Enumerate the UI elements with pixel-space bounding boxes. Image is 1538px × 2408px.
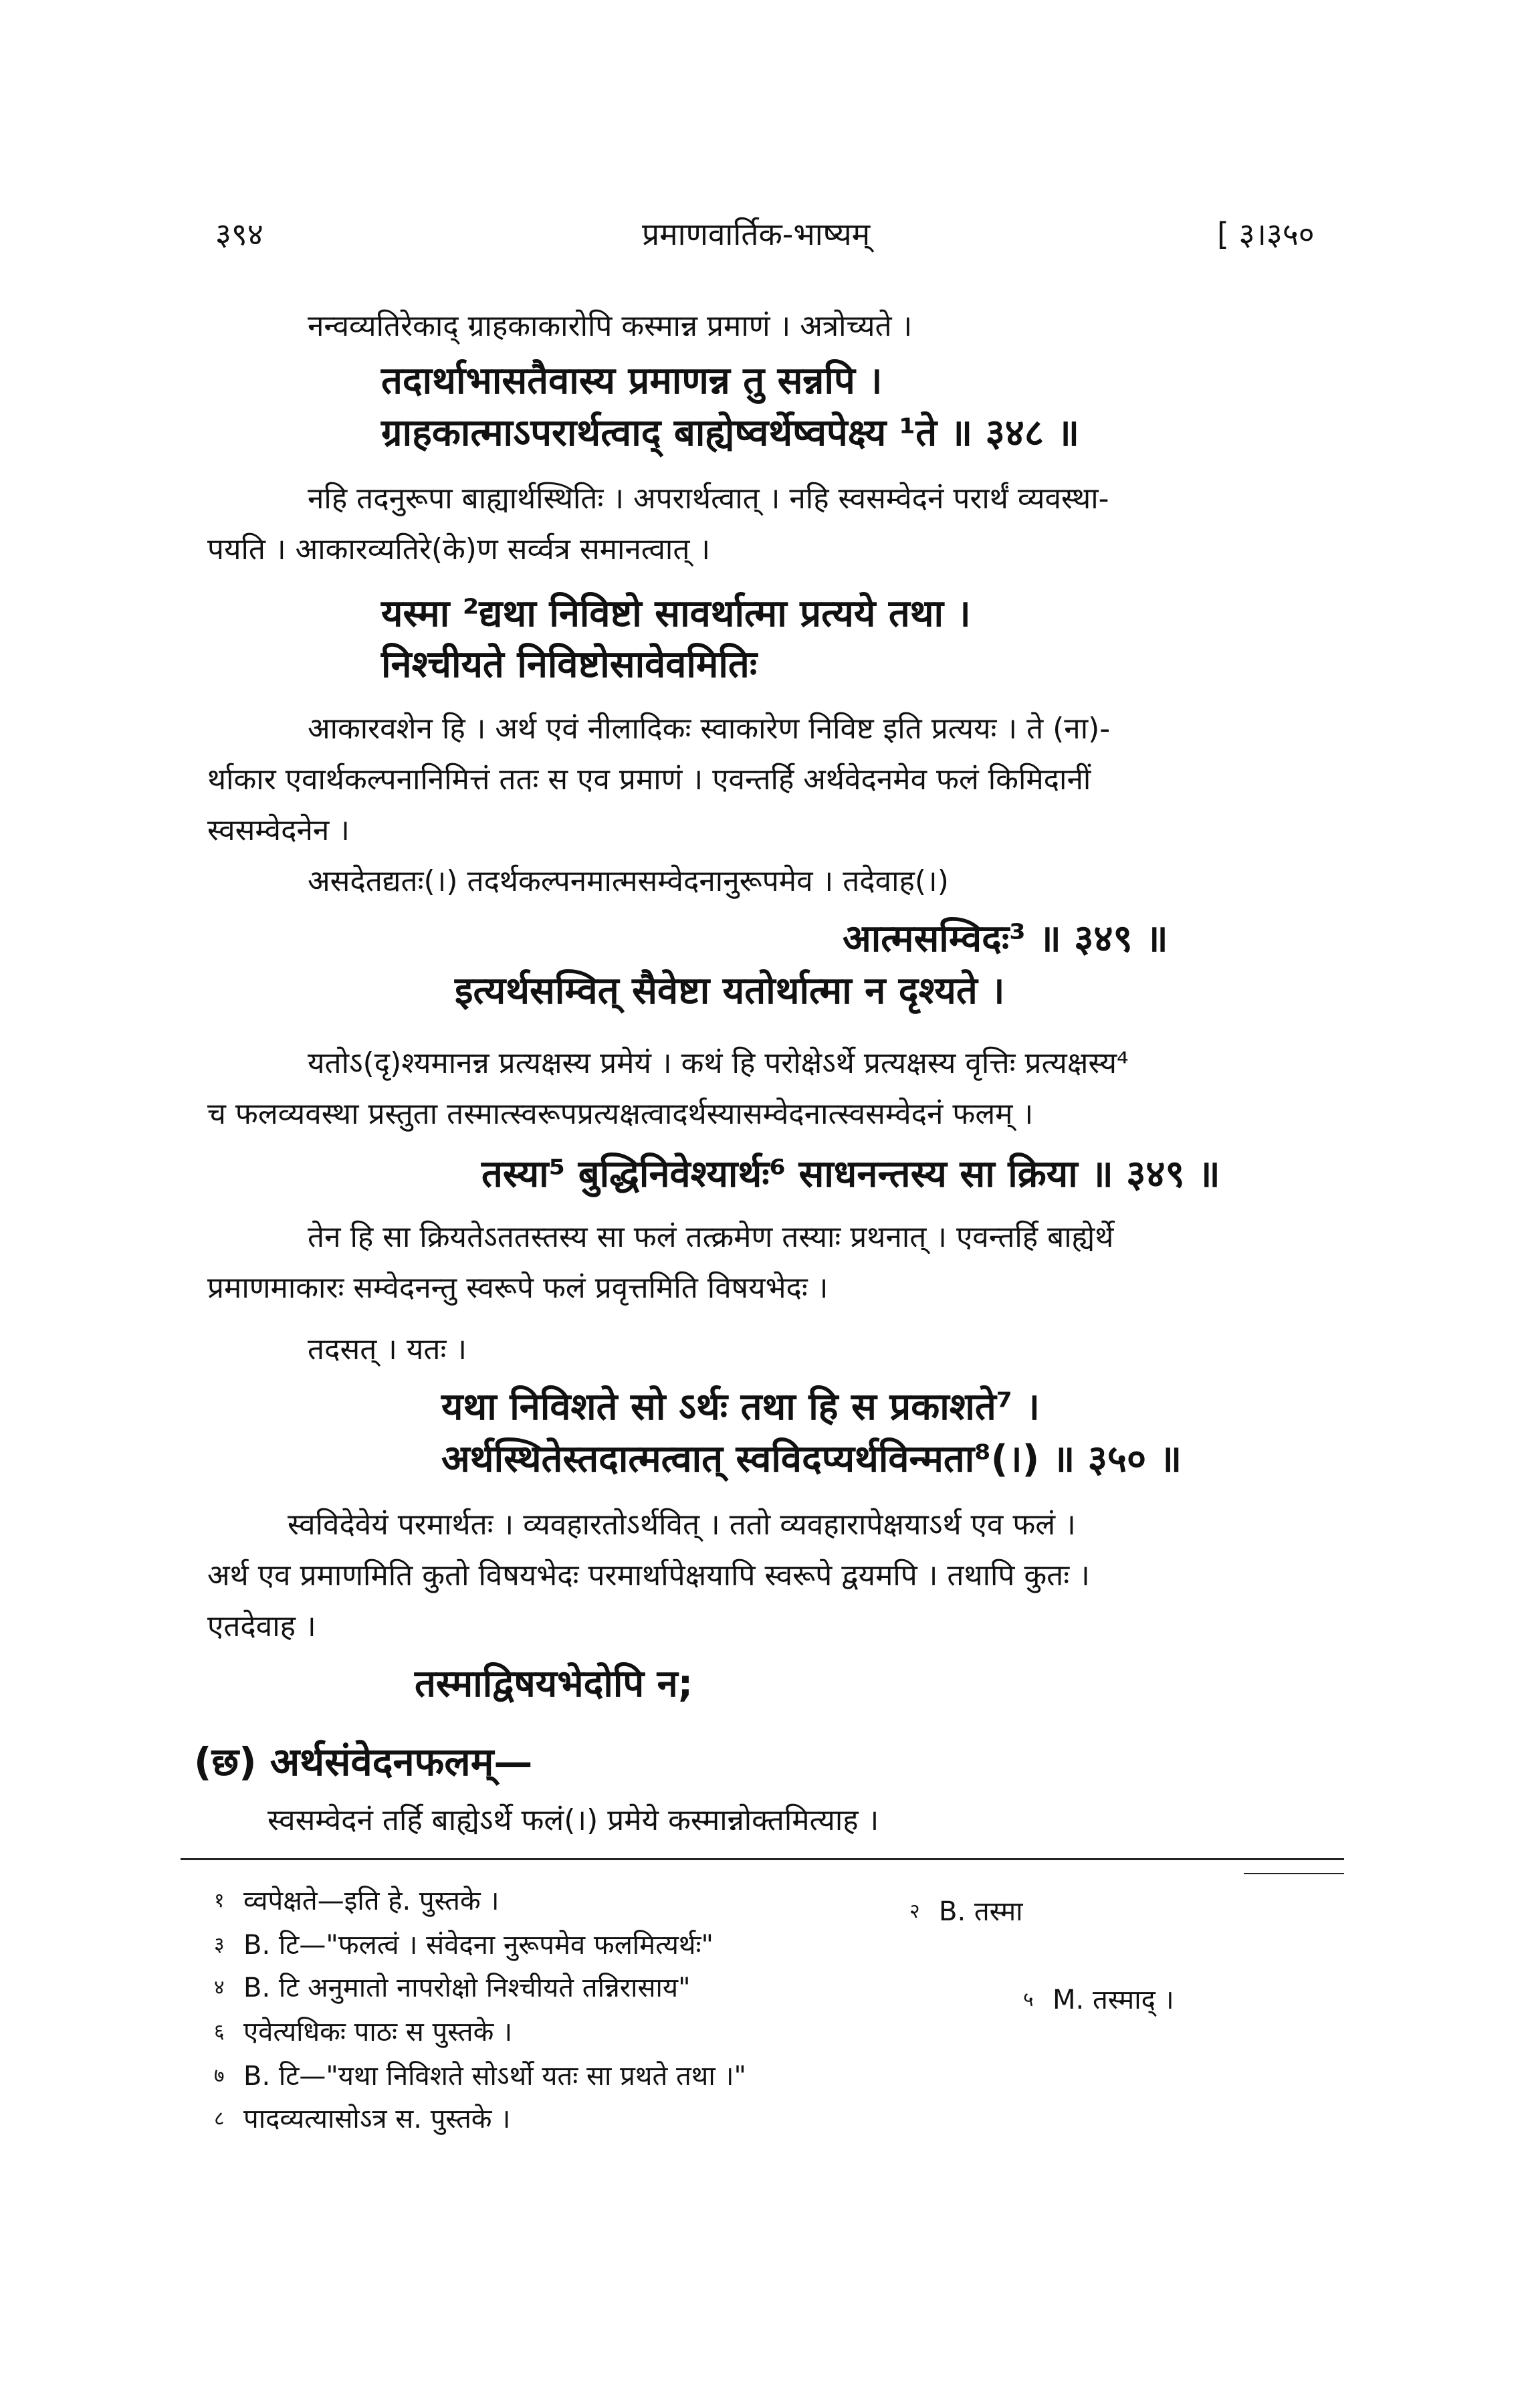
body-line: च फलव्यवस्था प्रस्तुता तस्मात्स्वरूपप्रत्यक्षत्वादर्थस्यासम्वेदनात्स्वसम्वेदनं फलम् ।: [207, 1097, 1034, 1131]
footnote: [214, 1926, 713, 1964]
footnote: [909, 1893, 1023, 1930]
footnote-text: B. तस्मा: [939, 1896, 1023, 1927]
footnote: [1023, 1981, 1174, 2019]
body-line: एतदेवाह ।: [207, 1609, 316, 1643]
footnote-marker: ८: [214, 2107, 225, 2130]
footnote-divider-short: [1244, 1873, 1344, 1874]
verse-line: निश्चीयते निविष्टोसावेवमितिः: [381, 643, 758, 686]
footnote: [214, 2100, 510, 2138]
footnote: [214, 2013, 512, 2051]
body-line: तेन हि सा क्रियतेऽततस्तस्य सा फलं तत्क्रमेण तस्याः प्रथनात् । एवन्तर्हि बाह्येर्थे: [308, 1220, 1114, 1254]
body-line: स्वविदेवेयं परमार्थतः । व्यवहारतोऽर्थवित् । ततो व्यवहारापेक्षयाऽर्थ एव फलं ।: [288, 1508, 1076, 1542]
footnote: [214, 1882, 500, 1920]
footnote-marker: २: [909, 1900, 920, 1923]
body-line: यतोऽ(दृ)श्यमानन्न प्रत्यक्षस्य प्रमेयं । कथं हि परोक्षेऽर्थे प्रत्यक्षस्य वृत्तिः प्रत्यक्षस्य⁴: [308, 1046, 1129, 1080]
verse-line: इत्यर्थसम्वित् सैवेष्टा यतोर्थात्मा न दृश्यते ।: [455, 969, 1005, 1013]
body-line: स्वसम्वेदनेन ।: [207, 813, 350, 847]
verse-line: तस्माद्विषयभेदोपि न;: [415, 1662, 693, 1706]
body-line: पयति । आकारव्यतिरे(के)ण सर्व्वत्र समानत्वात् ।: [207, 532, 711, 567]
verse-line: तदार्थाभासतैवास्य प्रमाणन्न तु सन्नपि ।: [381, 359, 883, 403]
section-heading: (छ) अर्थसंवेदनफलम्—: [194, 1739, 533, 1785]
running-title: प्रमाणवार्तिक-भाष्यम्: [642, 216, 871, 252]
verse-line: अर्थस्थितेस्तदात्मत्वात् स्वविदप्यर्थविन्मता⁸(।) ॥ ३५० ॥: [441, 1437, 1182, 1481]
verse-line: यस्मा ²द्यथा निविष्टो सावर्थात्मा प्रत्यये तथा ।: [381, 592, 971, 635]
footnote-marker: ३: [214, 1933, 225, 1956]
footnote-marker: १: [214, 1889, 225, 1912]
verse-line: यथा निविशते सो ऽर्थः तथा हि स प्रकाशते⁷ ।: [441, 1385, 1040, 1429]
verse-line: ग्राहकात्माऽपरार्थत्वाद् बाह्येष्वर्थेष्वपेक्ष्य ¹ते ॥ ३४८ ॥: [381, 411, 1080, 455]
footnote-text: व्वपेक्षते—इति हे. पुस्तके ।: [243, 1886, 500, 1916]
body-line: नहि तदनुरूपा बाह्यार्थस्थितिः । अपरार्थत्वात् । नहि स्वसम्वेदनं परार्थं व्यवस्था-: [308, 482, 1109, 516]
verse-line: तस्या⁵ बुद्धिनिवेश्यार्थः⁶ साधनन्तस्य सा क्रिया ॥ ३४९ ॥: [481, 1152, 1220, 1196]
body-line: आकारवशेन हि । अर्थ एवं नीलादिकः स्वाकारेण निविष्ट इति प्रत्ययः । ते (ना)-: [308, 712, 1111, 746]
verse-line: आत्मसम्विदः³ ॥ ३४९ ॥: [843, 917, 1168, 961]
footnote-marker: ६: [214, 2020, 225, 2043]
body-line: स्वसम्वेदनं तर्हि बाह्येऽर्थे फलं(।) प्रमेये कस्मान्नोक्तमित्याह ।: [267, 1803, 879, 1837]
footnote-text: B. टि—"यथा निविशते सोऽर्थो यतः सा प्रथते तथा ।": [243, 2061, 746, 2092]
footnote-text: एवेत्यधिकः पाठः स पुस्तके ।: [243, 2017, 513, 2047]
footnote-text: B. टि—"फलत्वं । संवेदना नुरूपमेव फलमित्यर्थः": [243, 1930, 713, 1961]
body-line: अर्थ एव प्रमाणमिति कुतो विषयभेदः परमार्थापेक्षयापि स्वरूपे द्वयमपि । तथापि कुतः ।: [207, 1559, 1090, 1593]
footnote-marker: ४: [214, 1976, 225, 1999]
footnote-divider: [181, 1858, 1344, 1860]
footnote-text: B. टि अनुमातो नापरोक्षो निश्चीयते तन्निरासाय": [243, 1973, 691, 2003]
page-number: ३९४: [215, 216, 263, 252]
footnote-text: पादव्यत्यासोऽत्र स. पुस्तके ।: [243, 2104, 511, 2134]
footnote-marker: ५: [1023, 1988, 1034, 2011]
footnote-text: M. तस्माद् ।: [1053, 1985, 1174, 2015]
body-line: प्रमाणमाकारः सम्वेदनन्तु स्वरूपे फलं प्रवृत्तमिति विषयभेदः ।: [207, 1271, 829, 1305]
section-reference: [ ३।३५०: [1217, 216, 1315, 252]
footnote: [214, 1969, 691, 2007]
body-line: नन्वव्यतिरेकाद् ग्राहकाकारोपि कस्मान्न प्रमाणं । अत्रोच्यते ।: [308, 309, 913, 343]
body-line: असदेतद्यतः(।) तदर्थकल्पनमात्मसम्वेदनानुरूपमेव । तदेवाह(।): [308, 864, 949, 898]
footnote: [214, 2058, 746, 2095]
footnote-marker: ७: [214, 2064, 225, 2088]
body-line: र्थाकार एवार्थकल्पनानिमित्तं ततः स एव प्रमाणं । एवन्तर्हि अर्थवेदनमेव फलं किमिदानीं: [207, 763, 1091, 797]
body-line: तदसत् । यतः ।: [308, 1332, 467, 1367]
